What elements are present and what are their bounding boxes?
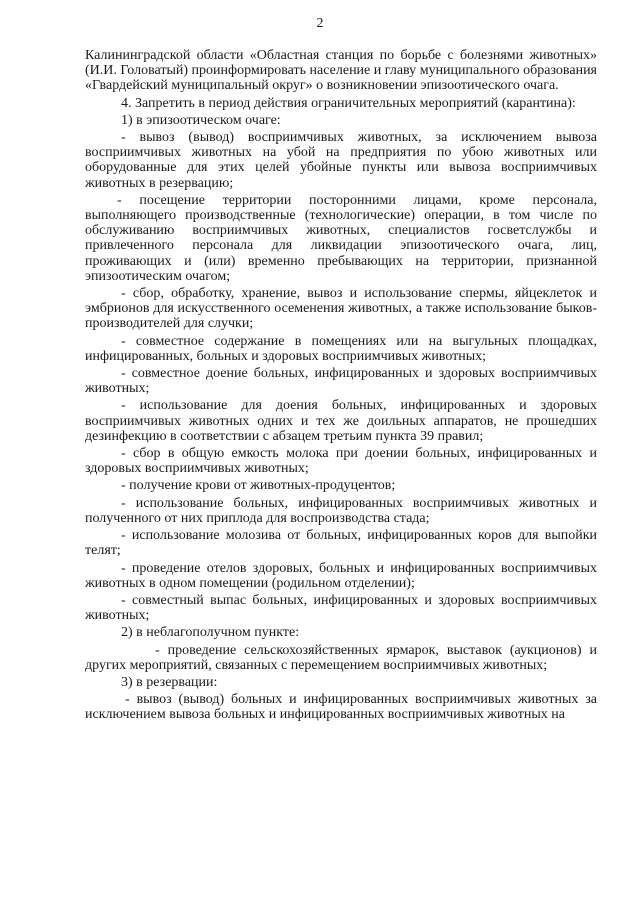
list-item: - вывоз (вывод) восприимчивых животных, за исключением вывоза восприимчивых животных на убой на предприятия по убою животных или оборудованные для этих целей убойные пункты или вывоза восприимчивых животных в резервацию; xyxy=(85,130,597,191)
subheading-reservation: 3) в резервации: xyxy=(121,674,218,690)
document-body xyxy=(85,48,597,725)
list-item: - использование для доения больных, инфицированных и здоровых восприимчивых животных одних и тех же доильных аппаратов, не прошедших дезинфекцию в соответствии с абзацем третьим пункта 39 правил; xyxy=(85,398,597,444)
subheading-unfavorable-point: 2) в неблагополучном пункте: xyxy=(121,625,300,641)
list-item: - проведение сельскохозяйственных ярмарок, выставок (аукционов) и других мероприятий, связанных с перемещением восприимчивых животных; xyxy=(85,642,597,673)
list-item: - сбор, обработку, хранение, вывоз и использование спермы, яйцеклеток и эмбрионов для искусственного осеменения животных, а также использование быков-производителей для случки; xyxy=(85,286,597,332)
list-item: - совместное доение больных, инфицированных и здоровых восприимчивых животных; xyxy=(85,366,597,397)
list-item: - получение крови от животных-продуцентов; xyxy=(121,478,396,494)
paragraph-inform: Калининградской области «Областная станция по борьбе с болезнями животных» (И.И. Головатый) проинформировать население и главу муниципального образования «Гвардейский муниципальный округ» о возникновении эпизоотического очага. xyxy=(85,48,597,94)
list-item: - использование больных, инфицированных восприимчивых животных и полученного от них приплода для воспроизводства стада; xyxy=(85,495,597,526)
list-item: - совместное содержание в помещениях или на выгульных площадках, инфицированных, больных и здоровых восприимчивых животных; xyxy=(85,333,597,364)
list-item: - использование молозива от больных, инфицированных коров для выпойки телят; xyxy=(85,528,597,559)
list-item: - посещение территории посторонними лицами, кроме персонала, выполняющего производственные (технологические) операции, в том числе по обслуживанию восприимчивых животных, специалистов госветслужбы и привлеченного персонала для ликвидации эпизоотического очага, лиц, проживающих и (или) временно пребывающих на территории, признанной эпизоотическим очагом; xyxy=(85,192,597,284)
list-item: - вывоз (вывод) больных и инфицированных восприимчивых животных за исключением вывоза больных и инфицированных восприимчивых животных на xyxy=(85,692,597,723)
subheading-focus: 1) в эпизоотическом очаге: xyxy=(121,112,281,128)
list-item: - совместный выпас больных, инфицированных и здоровых восприимчивых животных; xyxy=(85,592,597,624)
page-number: 2 xyxy=(316,16,324,31)
list-item: - сбор в общую емкость молока при доении больных, инфицированных и здоровых восприимчивых животных; xyxy=(85,446,597,477)
list-item: - проведение отелов здоровых, больных и инфицированных восприимчивых животных в одном помещении (родильном отделении); xyxy=(85,560,597,591)
paragraph-prohibit: 4. Запретить в период действия ограничительных мероприятий (карантина): xyxy=(121,95,576,111)
